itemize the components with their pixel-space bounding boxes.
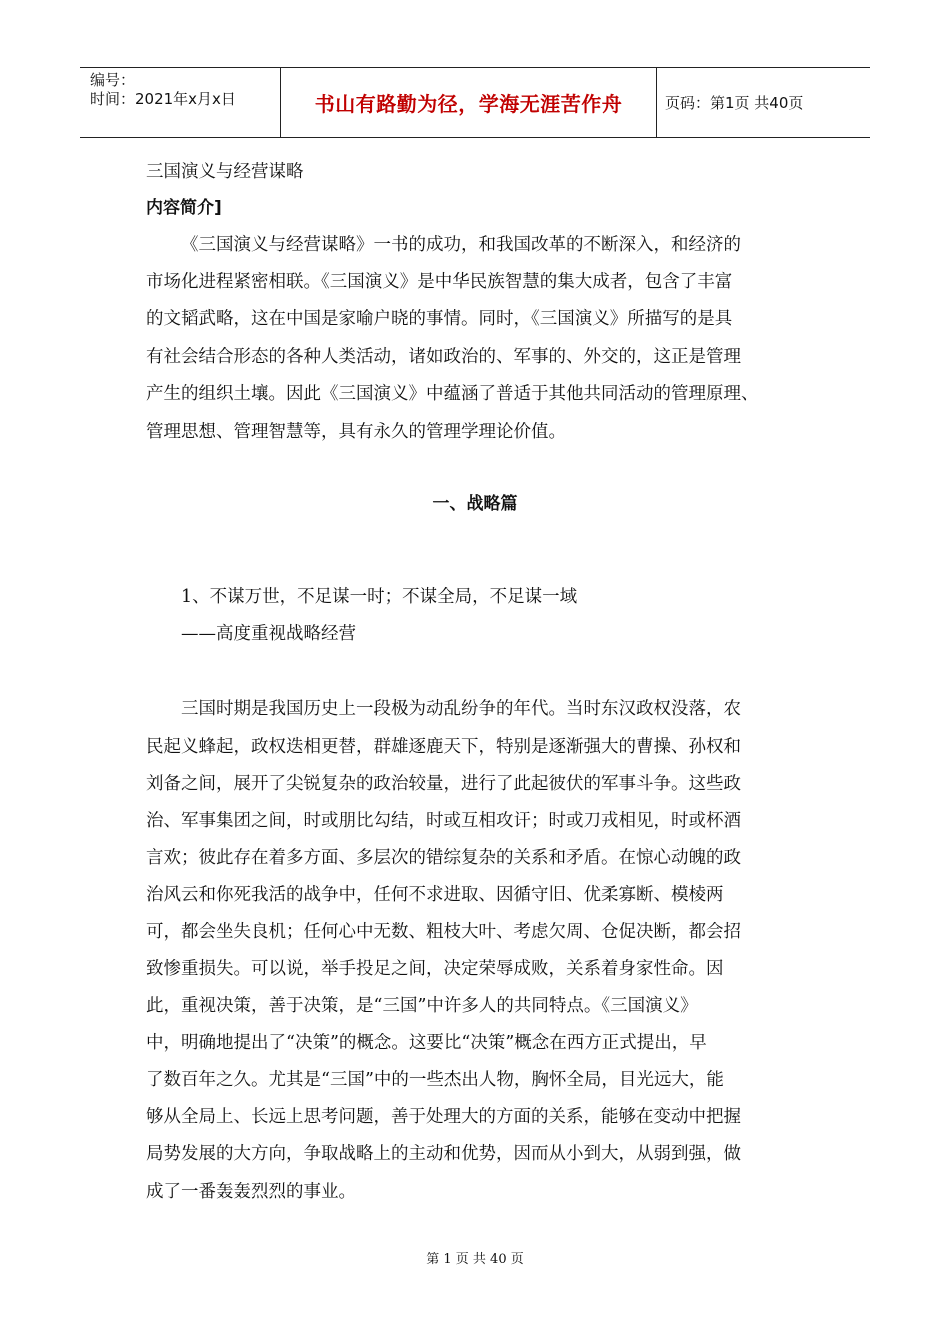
body-line: 了数百年之久。尤其是“三国”中的一些杰出人物，胸怀全局，目光远大，能 — [146, 1070, 724, 1090]
page-footer: 第 1 页 共 40 页 — [426, 1252, 524, 1267]
intro-line: 管理思想、管理智慧等，具有永久的管理学理论价值。 — [146, 422, 566, 442]
body-line: 民起义蜂起，政权迭相更替，群雄逐鹿天下，特别是逐渐强大的曹操、孙权和 — [146, 737, 741, 757]
body-line: 刘备之间，展开了尖锐复杂的政治较量，进行了此起彼伏的军事斗争。这些政 — [146, 774, 741, 794]
intro-line: 《三国演义与经营谋略》一书的成功，和我国改革的不断深入，和经济的 — [181, 235, 741, 255]
header-motto: 书山有路勤为径，学海无涯苦作舟 — [281, 68, 657, 137]
body-line: 此，重视决策，善于决策，是“三国”中许多人的共同特点。《三国演义》 — [146, 996, 698, 1016]
header-meta — [80, 68, 281, 137]
intro-line: 有社会结合形态的各种人类活动，诸如政治的、军事的、外交的，这正是管理 — [146, 347, 741, 367]
body-line: 可，都会坐失良机；任何心中无数、粗枝大叶、考虑欠周、仓促决断，都会招 — [146, 922, 741, 942]
subsection-title: 1、不谋万世，不足谋一时；不谋全局，不足谋一域 — [181, 587, 578, 607]
subsection-subtitle: ——高度重视战略经营 — [181, 624, 356, 644]
doc-title: 三国演义与经营谋略 — [146, 162, 304, 182]
intro-line: 市场化进程紧密相联。《三国演义》是中华民族智慧的集大成者，包含了丰富 — [146, 272, 733, 292]
time-label: 时间：2021年x月x日 — [90, 90, 236, 108]
body-line: 言欢；彼此存在着多方面、多层次的错综复杂的关系和矛盾。在惊心动魄的政 — [146, 848, 741, 868]
body-line: 局势发展的大方向，争取战略上的主动和优势，因而从小到大，从弱到强，做 — [146, 1144, 741, 1164]
body-line: 够从全局上、长远上思考问题，善于处理大的方面的关系，能够在变动中把握 — [146, 1107, 741, 1127]
body-line: 三国时期是我国历史上一段极为动乱纷争的年代。当时东汉政权没落，农 — [181, 699, 741, 719]
body-line: 治风云和你死我活的战争中，任何不求进取、因循守旧、优柔寡断、模棱两 — [146, 885, 724, 905]
intro-line: 产生的组织土壤。因此《三国演义》中蕴涵了普适于其他共同活动的管理原理、 — [146, 384, 759, 404]
body-line: 中，明确地提出了“决策”的概念。这要比“决策”概念在西方正式提出，早 — [146, 1033, 707, 1053]
intro-heading: 内容简介] — [146, 198, 222, 218]
header-page-code: 页码：第1页 共40页 — [665, 94, 804, 112]
section-heading: 一、战略篇 — [432, 494, 518, 514]
document-header — [80, 67, 870, 138]
body-line: 成了一番轰轰烈烈的事业。 — [146, 1182, 356, 1202]
number-label: 编号： — [90, 71, 136, 89]
intro-line: 的文韬武略，这在中国是家喻户晓的事情。同时，《三国演义》所描写的是具 — [146, 309, 733, 329]
body-line: 致惨重损失。可以说，举手投足之间，决定荣辱成败，关系着身家性命。因 — [146, 959, 724, 979]
body-line: 治、军事集团之间，时或朋比勾结，时或互相攻讦；时或刀戎相见，时或杯酒 — [146, 811, 741, 831]
